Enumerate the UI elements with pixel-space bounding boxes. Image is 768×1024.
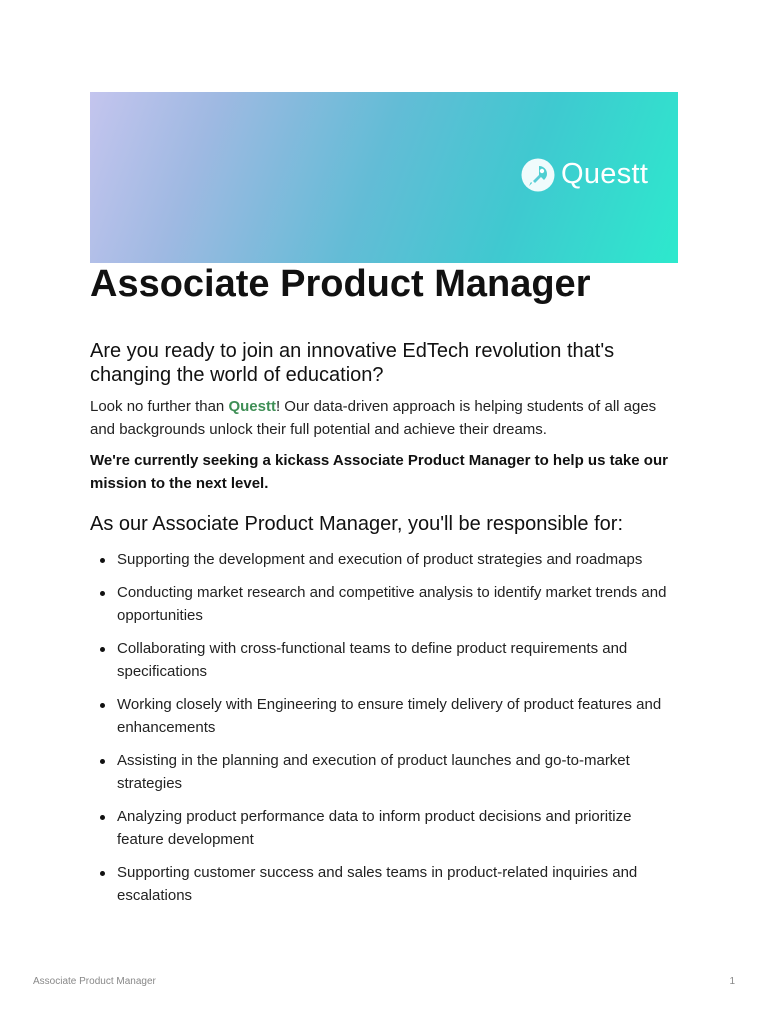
bullet-icon [100, 703, 105, 708]
page-footer [33, 976, 735, 988]
list-item-text: Supporting customer success and sales teams in product-related inquiries and escalations [117, 864, 638, 904]
intro-paragraph [90, 395, 680, 441]
job-description [90, 262, 680, 917]
list-item-text: Assisting in the planning and execution of product launches and go-to-market strategies [117, 752, 630, 792]
page-title: Associate Product Manager [90, 263, 591, 305]
bullet-icon [100, 815, 105, 820]
list-item-text: Analyzing product performance data to inform product decisions and prioritize feature development [117, 808, 632, 848]
footer-title: Associate Product Manager [33, 976, 156, 987]
list-item [90, 548, 680, 571]
intro-text-before: Look no further than [90, 398, 229, 415]
list-item [90, 637, 680, 683]
list-item-text: Working closely with Engineering to ensure timely delivery of product features and enhancements [117, 696, 662, 736]
bullet-icon [100, 647, 105, 652]
list-item [90, 581, 680, 627]
responsibilities-list [90, 548, 680, 907]
brand-name: Questt [561, 157, 649, 190]
seeking-paragraph: We're currently seeking a kickass Associate Product Manager to help us take our mission to the next level. [90, 452, 668, 492]
list-item [90, 805, 680, 851]
header-banner [90, 92, 678, 263]
bullet-icon [100, 591, 105, 596]
brand-logo [521, 158, 648, 192]
bullet-icon [100, 759, 105, 764]
list-item [90, 693, 680, 739]
list-item-text: Collaborating with cross-functional teams to define product requirements and specifications [117, 640, 628, 680]
bullet-icon [100, 558, 105, 563]
list-item-text: Supporting the development and execution of product strategies and roadmaps [117, 551, 643, 568]
intro-text-after: ! Our data-driven approach is helping students of all ages and backgrounds unlock their full potential and achieve their dreams. [90, 398, 657, 438]
rocket-icon [521, 158, 555, 192]
page-number: 1 [729, 976, 735, 987]
list-item [90, 861, 680, 907]
responsibilities-heading: As our Associate Product Manager, you'll be responsible for: [90, 513, 623, 535]
bullet-icon [100, 871, 105, 876]
list-item [90, 749, 680, 795]
intro-heading: Are you ready to join an innovative EdTech revolution that's changing the world of education? [90, 340, 615, 386]
questt-link[interactable]: Questt [228, 398, 276, 415]
list-item-text: Conducting market research and competitive analysis to identify market trends and opportunities [117, 584, 667, 624]
